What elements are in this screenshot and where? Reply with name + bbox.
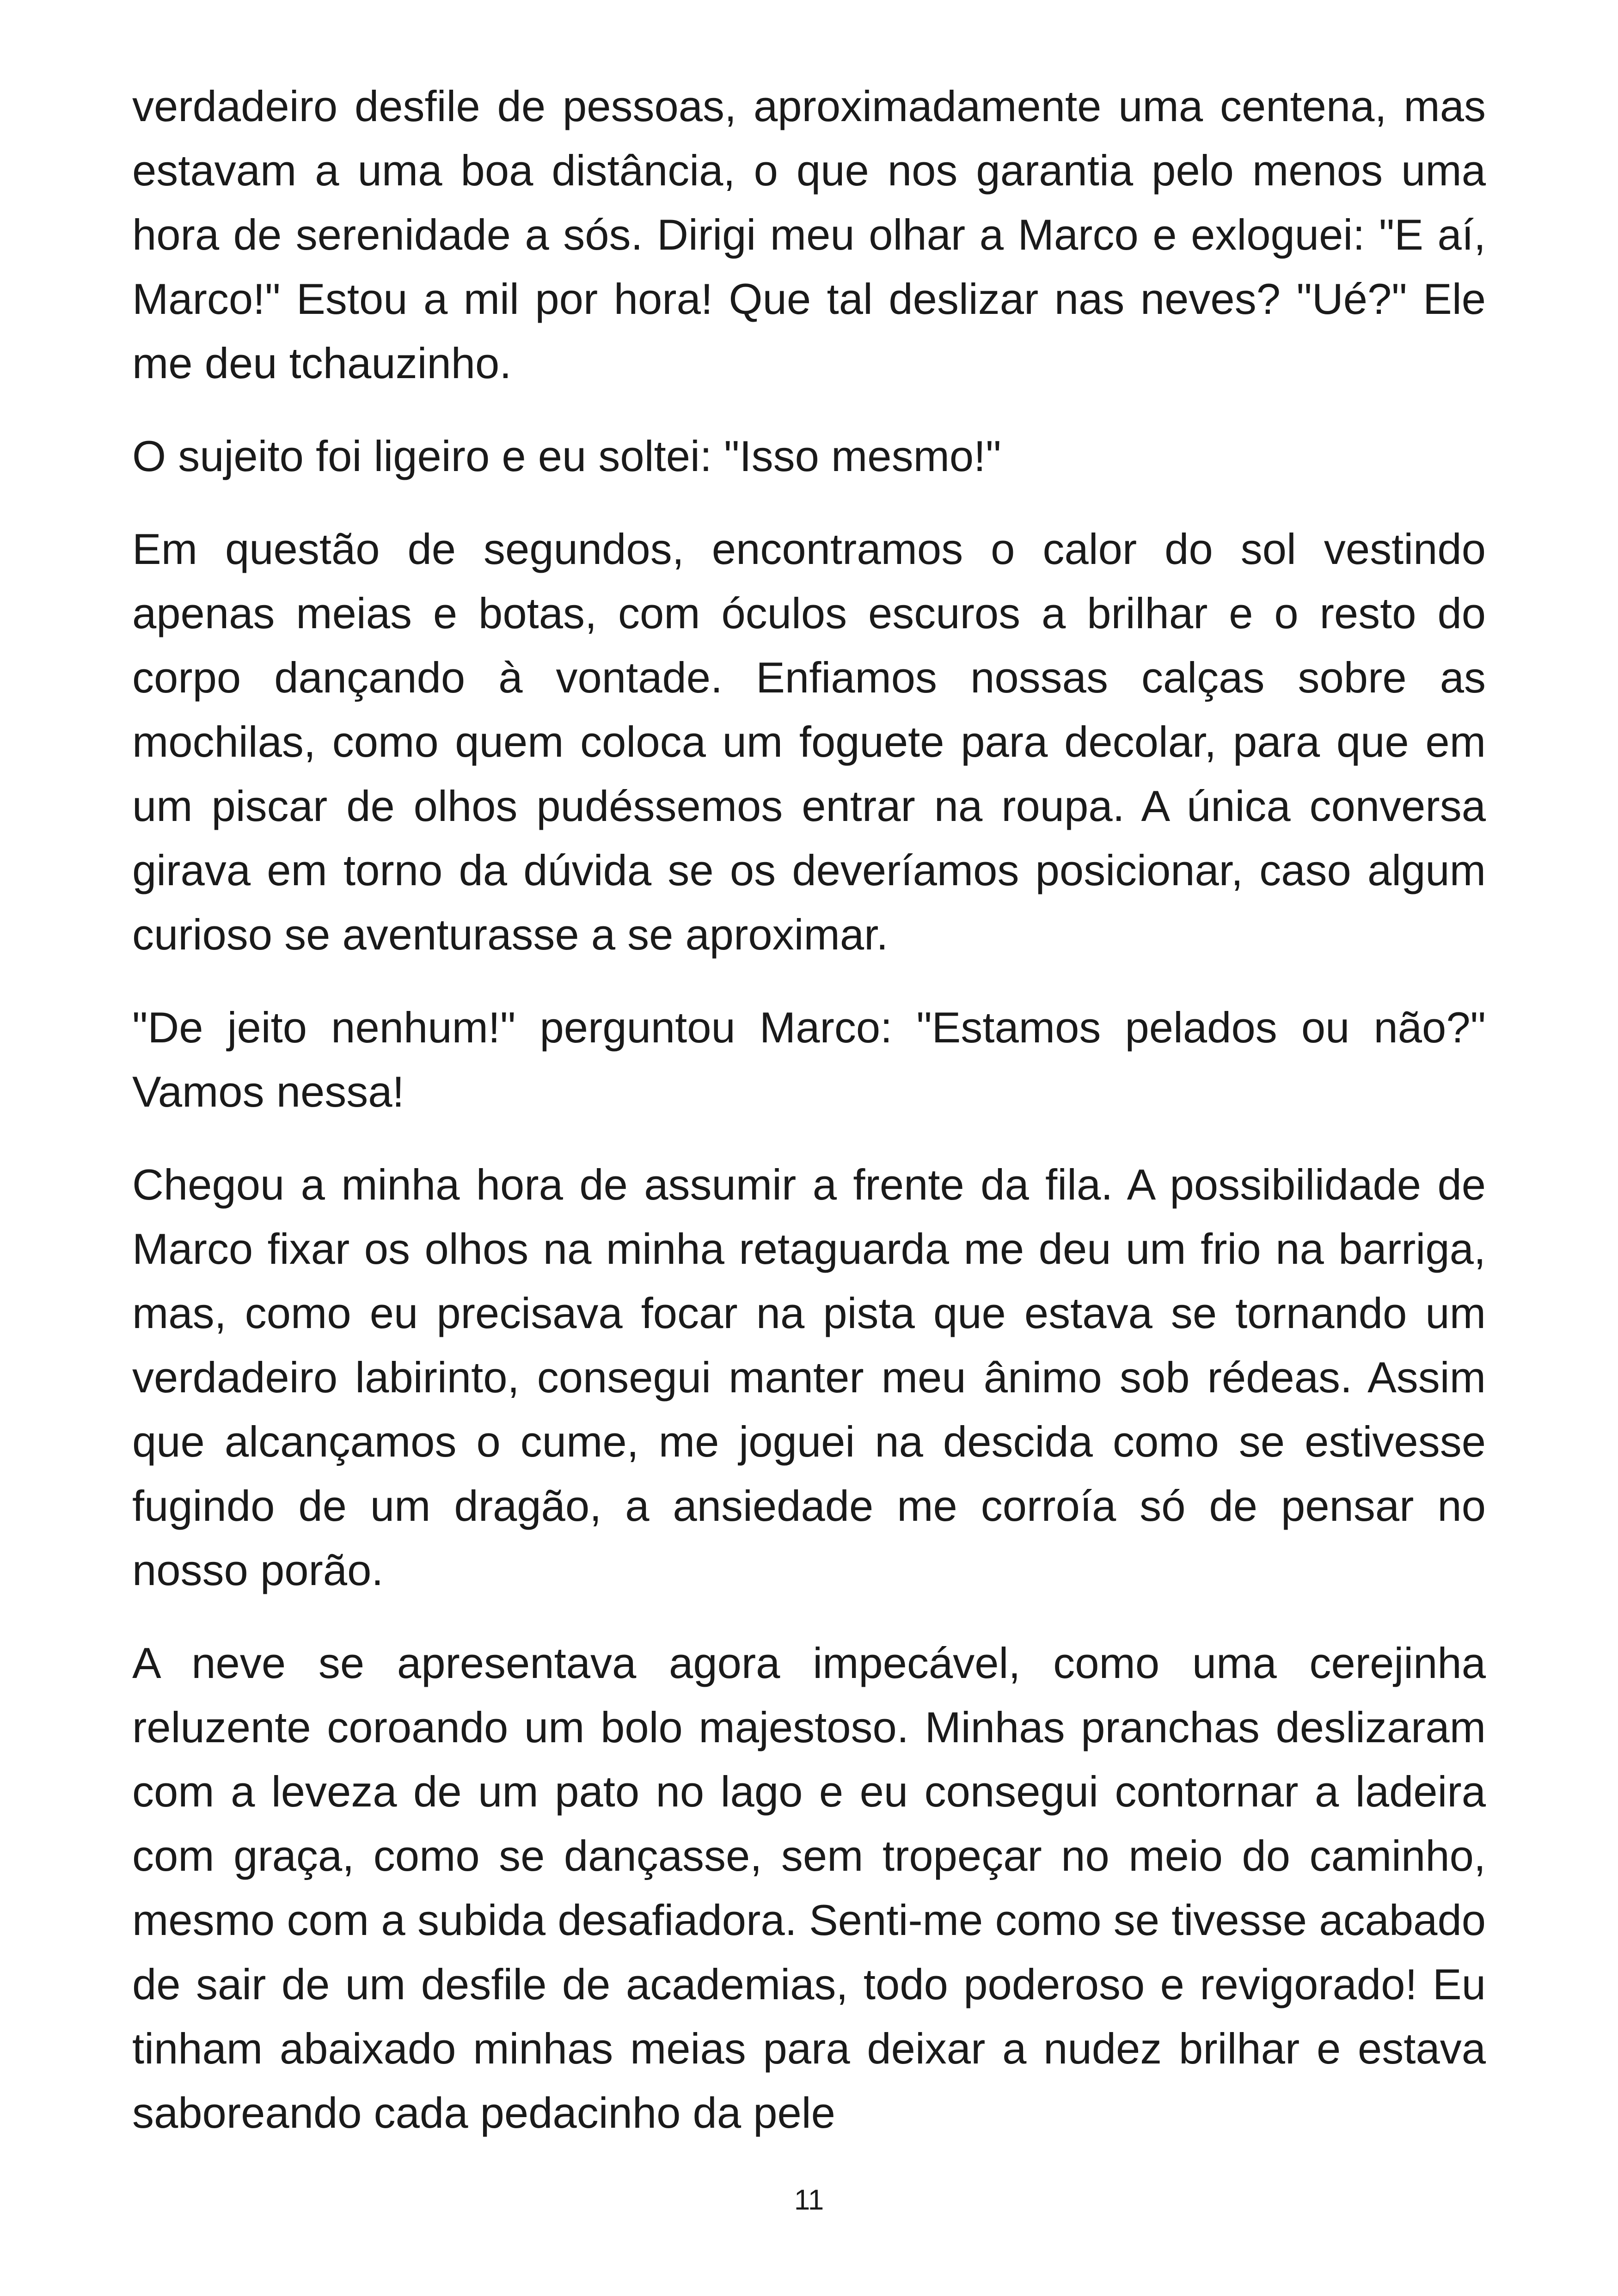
paragraph-4: "De jeito nenhum!" perguntou Marco: "Estamos pelados ou não?" Vamos nessa! xyxy=(132,1003,1486,1116)
body-text xyxy=(132,74,1486,2174)
paragraph-3: Em questão de segundos, encontramos o calor do sol vestindo apenas meias e botas, com óculos escuros a brilhar e o resto do corpo dançando à vontade. Enfiamos nossas calças sobre as mochilas, como quem coloca um foguete para decolar, para que em um piscar de olhos pudéssemos entrar na roupa. A única conversa girava em torno da dúvida se os deveríamos posicionar, caso algum curioso se aventurasse a se aproximar. xyxy=(132,525,1486,959)
paragraph-1: verdadeiro desfile de pessoas, aproximadamente uma centena, mas estavam a uma boa distância, o que nos garantia pelo menos uma hora de serenidade a sós. Dirigi meu olhar a Marco e exloguei: "E aí, Marco!" Estou a mil por hora! Que tal deslizar nas neves? "Ué?" Ele me deu tchauzinho. xyxy=(132,82,1486,387)
page-number: 11 xyxy=(794,2184,824,2216)
paragraph-2: O sujeito foi ligeiro e eu soltei: "Isso mesmo!" xyxy=(132,432,1001,480)
paragraph-6: A neve se apresentava agora impecável, como uma cerejinha reluzente coroando um bolo majestoso. Minhas pranchas deslizaram com a leveza de um pato no lago e eu consegui contornar a ladeira com graça, como se dançasse, sem tropeçar no meio do caminho, mesmo com a subida desafiadora. Senti-me como se tivesse acabado de sair de um desfile de academias, todo poderoso e revigorado! Eu tinham abaixado minhas meias para deixar a nudez brilhar e estava saboreando cada pedacinho da pele xyxy=(132,1639,1486,2137)
paragraph-5: Chegou a minha hora de assumir a frente da fila. A possibilidade de Marco fixar os olhos na minha retaguarda me deu um frio na barriga, mas, como eu precisava focar na pista que estava se tornando um verdadeiro labirinto, consegui manter meu ânimo sob rédeas. Assim que alcançamos o cume, me joguei na descida como se estivesse fugindo de um dragão, a ansiedade me corroía só de pensar no nosso porão. xyxy=(132,1160,1486,1594)
